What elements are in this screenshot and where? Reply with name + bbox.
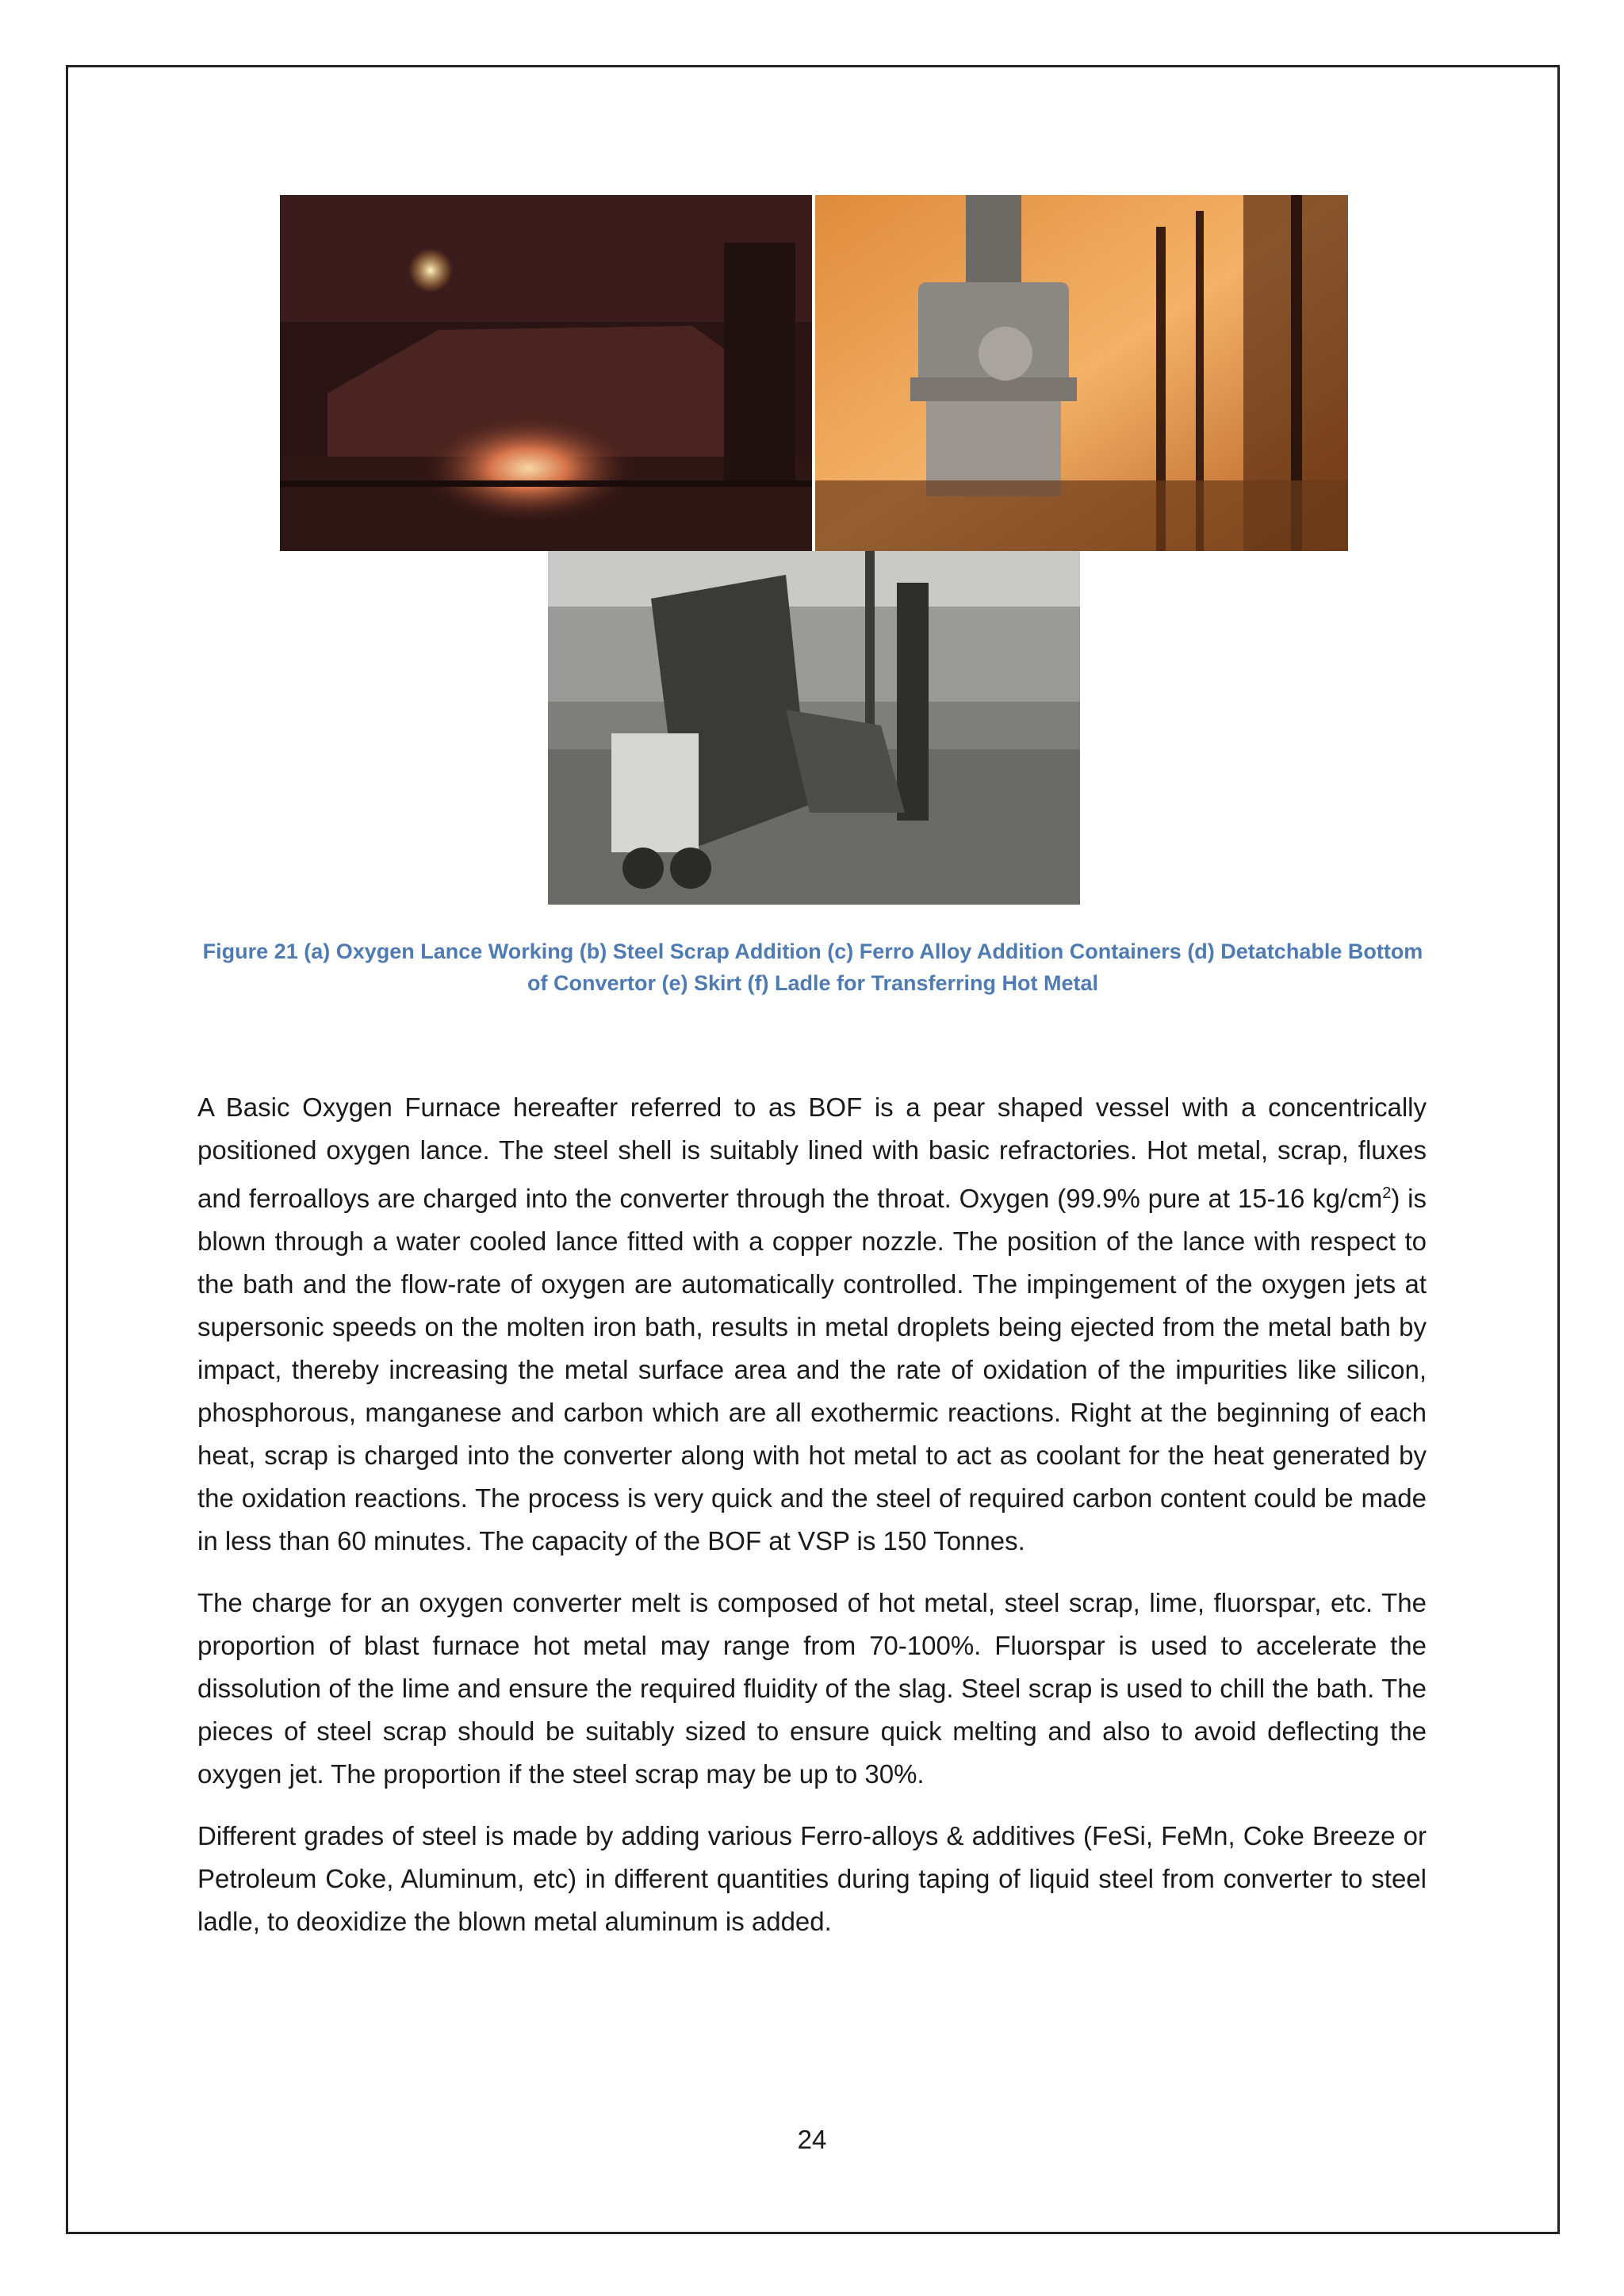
- ladle-crane-photo: [815, 195, 1348, 551]
- superscript-2: 2: [1382, 1184, 1392, 1202]
- paragraph-charge: The charge for an oxygen converter melt is composed of hot metal, steel scrap, lime, fluorspar, etc. The proportion of blast furnace hot metal may range from 70-100%. Fluorspar is used to accelerate the dissolution of the lime and ensure the required fluidity of the slag. Steel scrap is used to chill the bath. The pieces of steel scrap should be suitably sized to ensure quick melting and also to avoid deflecting the oxygen jet. The proportion if the steel scrap may be up to 30%.: [197, 1588, 1427, 1789]
- figure-caption-line-2: of Convertor (e) Skirt (f) Ladle for Transferring Hot Metal: [527, 971, 1099, 995]
- body-text: [197, 1086, 1427, 1962]
- paragraph-bof-description: [197, 1086, 1427, 1563]
- oxygen-lance-photo: [280, 195, 812, 551]
- paragraph-1-text-b: ) is blown through a water cooled lance fitted with a copper nozzle. The position of the lance with respect to the bath and the flow-rate of oxygen are automatically controlled. The impingement of the oxygen jets at supersonic speeds on the molten iron bath, results in metal droplets being ejected from the metal bath by impact, thereby increasing the metal surface area and the rate of oxidation of the impurities like silicon, phosphorous, manganese and carbon which are all exothermic reactions. Right at the beginning of each heat, scrap is charged into the converter along with hot metal to act as coolant for the heat generated by the oxidation reactions. The process is very quick and the steel of required carbon content could be made in less than 60 minutes. The capacity of the BOF at VSP is 150 Tonnes.: [197, 1184, 1427, 1556]
- figure-caption: [190, 936, 1435, 999]
- paragraph-grades: Different grades of steel is made by adding various Ferro-alloys & additives (FeSi, FeMn, Coke Breeze or Petroleum Coke, Aluminum, etc) in different quantities during taping of liquid steel from converter to steel ladle, to deoxidize the blown metal aluminum is added.: [197, 1821, 1427, 1936]
- page-number: 24: [797, 2125, 827, 2154]
- figure-caption-line-1: Figure 21 (a) Oxygen Lance Working (b) Steel Scrap Addition (c) Ferro Alloy Addition Containers (d) Detatchable Bottom: [202, 939, 1423, 963]
- scrap-truck-photo: [548, 551, 1080, 905]
- paragraph-1-text-a: A Basic Oxygen Furnace hereafter referred to as BOF is a pear shaped vessel with a concentrically positioned oxygen lance. The steel shell is suitably lined with basic refractories. Hot metal, scrap, fluxes and ferroalloys are charged into the converter through the throat. Oxygen (99.9% pure at 15-16 kg/cm: [197, 1093, 1427, 1213]
